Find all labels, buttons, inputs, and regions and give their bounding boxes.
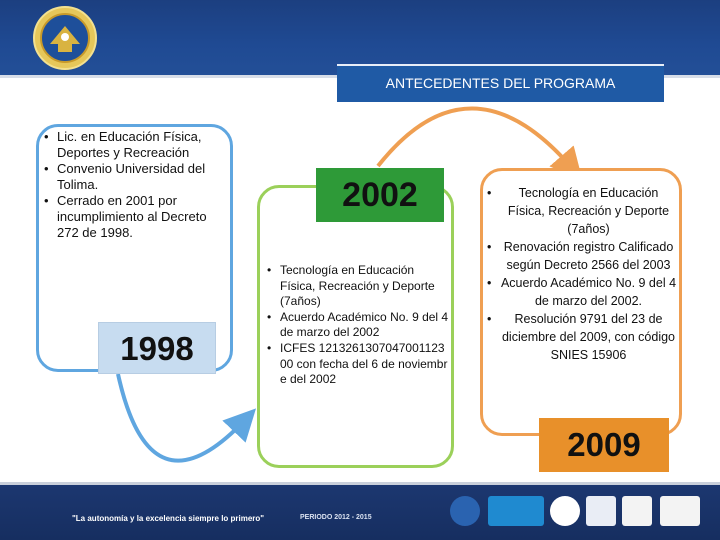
arrow-1998-to-2002	[118, 374, 245, 461]
footer-slogan: "La autonomía y la excelencia siempre lo primero"	[72, 514, 265, 523]
panel-2009-list	[487, 184, 677, 364]
certification-icon	[550, 496, 580, 526]
arrow-2002-to-2009	[378, 108, 572, 168]
certification-icon	[586, 496, 616, 526]
list-item: • Resolución 9791 del 23 de diciembre del 2009, con código SNIES 15906	[487, 310, 677, 364]
year-2009-label: 2009	[539, 418, 669, 472]
list-item: • Cerrado en 2001 por incumplimiento al Decreto 272 de 1998.	[44, 193, 226, 241]
page-title: ANTECEDENTES DEL PROGRAMA	[385, 75, 616, 91]
list-item: • ICFES 121326130704700112300 con fecha del 6 de noviembre del 2002	[267, 341, 449, 388]
ranking-badge-icon	[622, 496, 652, 526]
year-2002-label: 2002	[316, 168, 444, 222]
panel-1998-list	[44, 129, 226, 241]
accreditation-seal-icon	[450, 496, 480, 526]
year-1998-label: 1998	[98, 322, 216, 374]
list-item: • Lic. en Educación Física, Deportes y Recreación	[44, 129, 226, 161]
ranking-badge-icon	[660, 496, 700, 526]
list-item: • Tecnología en Educación Física, Recreación y Deporte (7años)	[487, 184, 677, 238]
quality-certificate-icon	[488, 496, 544, 526]
footer-period: PERIODO 2012 - 2015	[300, 514, 372, 521]
list-item: • Acuerdo Académico No. 9 del 4 de marzo del 2002.	[487, 274, 677, 310]
list-item: • Renovación registro Calificado según Decreto 2566 del 2003	[487, 238, 677, 274]
panel-2002-list	[267, 263, 449, 388]
list-item: • Acuerdo Académico No. 9 del 4 de marzo del 2002	[267, 310, 449, 341]
list-item: • Tecnología en Educación Física, Recreación y Deporte (7años)	[267, 263, 449, 310]
list-item: • Convenio Universidad del Tolima.	[44, 161, 226, 193]
footer-badges	[450, 492, 710, 532]
